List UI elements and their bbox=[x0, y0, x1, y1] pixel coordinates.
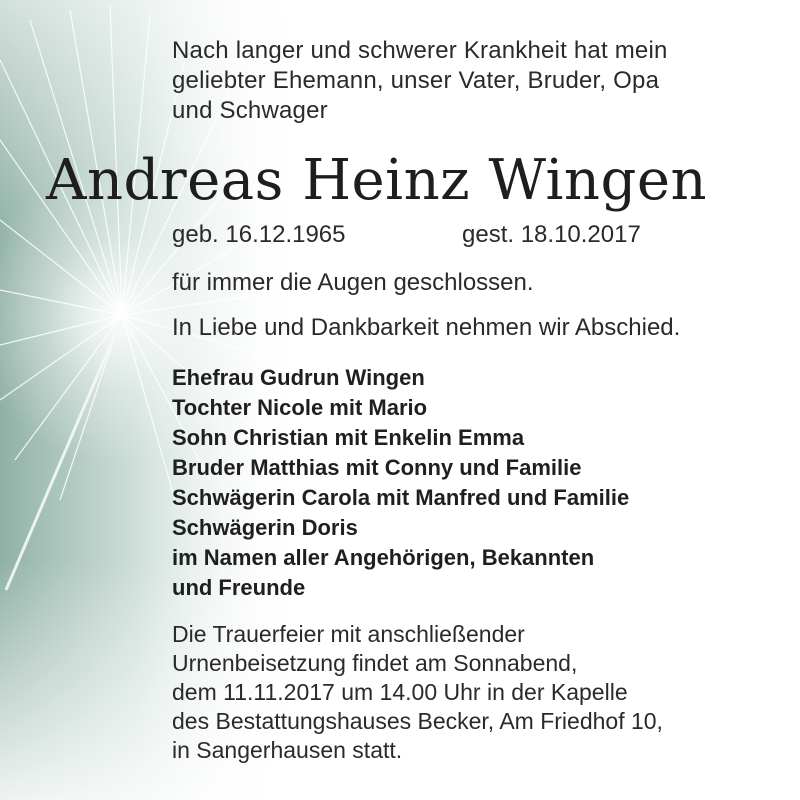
intro-line: Nach langer und schwerer Krankheit hat mein bbox=[172, 37, 668, 64]
service-line: in Sangerhausen statt. bbox=[172, 737, 403, 763]
mourner-entry: Tochter Nicole mit Mario bbox=[172, 395, 428, 420]
intro-text bbox=[172, 36, 772, 126]
mourner-entry: Ehefrau Gudrun Wingen bbox=[172, 365, 425, 390]
closing-line: für immer die Augen geschlossen. bbox=[172, 269, 534, 296]
deceased-name: Andreas Heinz Wingen bbox=[46, 148, 708, 213]
mourner-entry: im Namen aller Angehörigen, Bekannten bbox=[172, 545, 595, 570]
service-line: Urnenbeisetzung findet am Sonnabend, bbox=[172, 650, 578, 676]
mourner-entry: Bruder Matthias mit Conny und Familie bbox=[172, 455, 582, 480]
service-line: Die Trauerfeier mit anschließender bbox=[172, 621, 525, 647]
mourner-entry: Schwägerin Carola mit Manfred und Familie bbox=[172, 485, 630, 510]
birth-date: geb. 16.12.1965 bbox=[172, 221, 346, 248]
mourner-entry: Sohn Christian mit Enkelin Emma bbox=[172, 425, 525, 450]
funeral-service-info bbox=[172, 620, 663, 765]
mourners-list bbox=[172, 363, 629, 603]
mourner-entry: Schwägerin Doris bbox=[172, 515, 358, 540]
farewell-line: In Liebe und Dankbarkeit nehmen wir Abschied. bbox=[172, 314, 681, 341]
intro-line: und Schwager bbox=[172, 97, 328, 124]
service-line: dem 11.11.2017 um 14.00 Uhr in der Kapelle bbox=[172, 679, 628, 705]
intro-line: geliebter Ehemann, unser Vater, Bruder, Opa bbox=[172, 67, 660, 94]
service-line: des Bestattungshauses Becker, Am Friedhof 10, bbox=[172, 708, 663, 734]
death-date: gest. 18.10.2017 bbox=[462, 221, 641, 248]
life-dates bbox=[172, 220, 641, 250]
mourner-entry: und Freunde bbox=[172, 575, 306, 600]
